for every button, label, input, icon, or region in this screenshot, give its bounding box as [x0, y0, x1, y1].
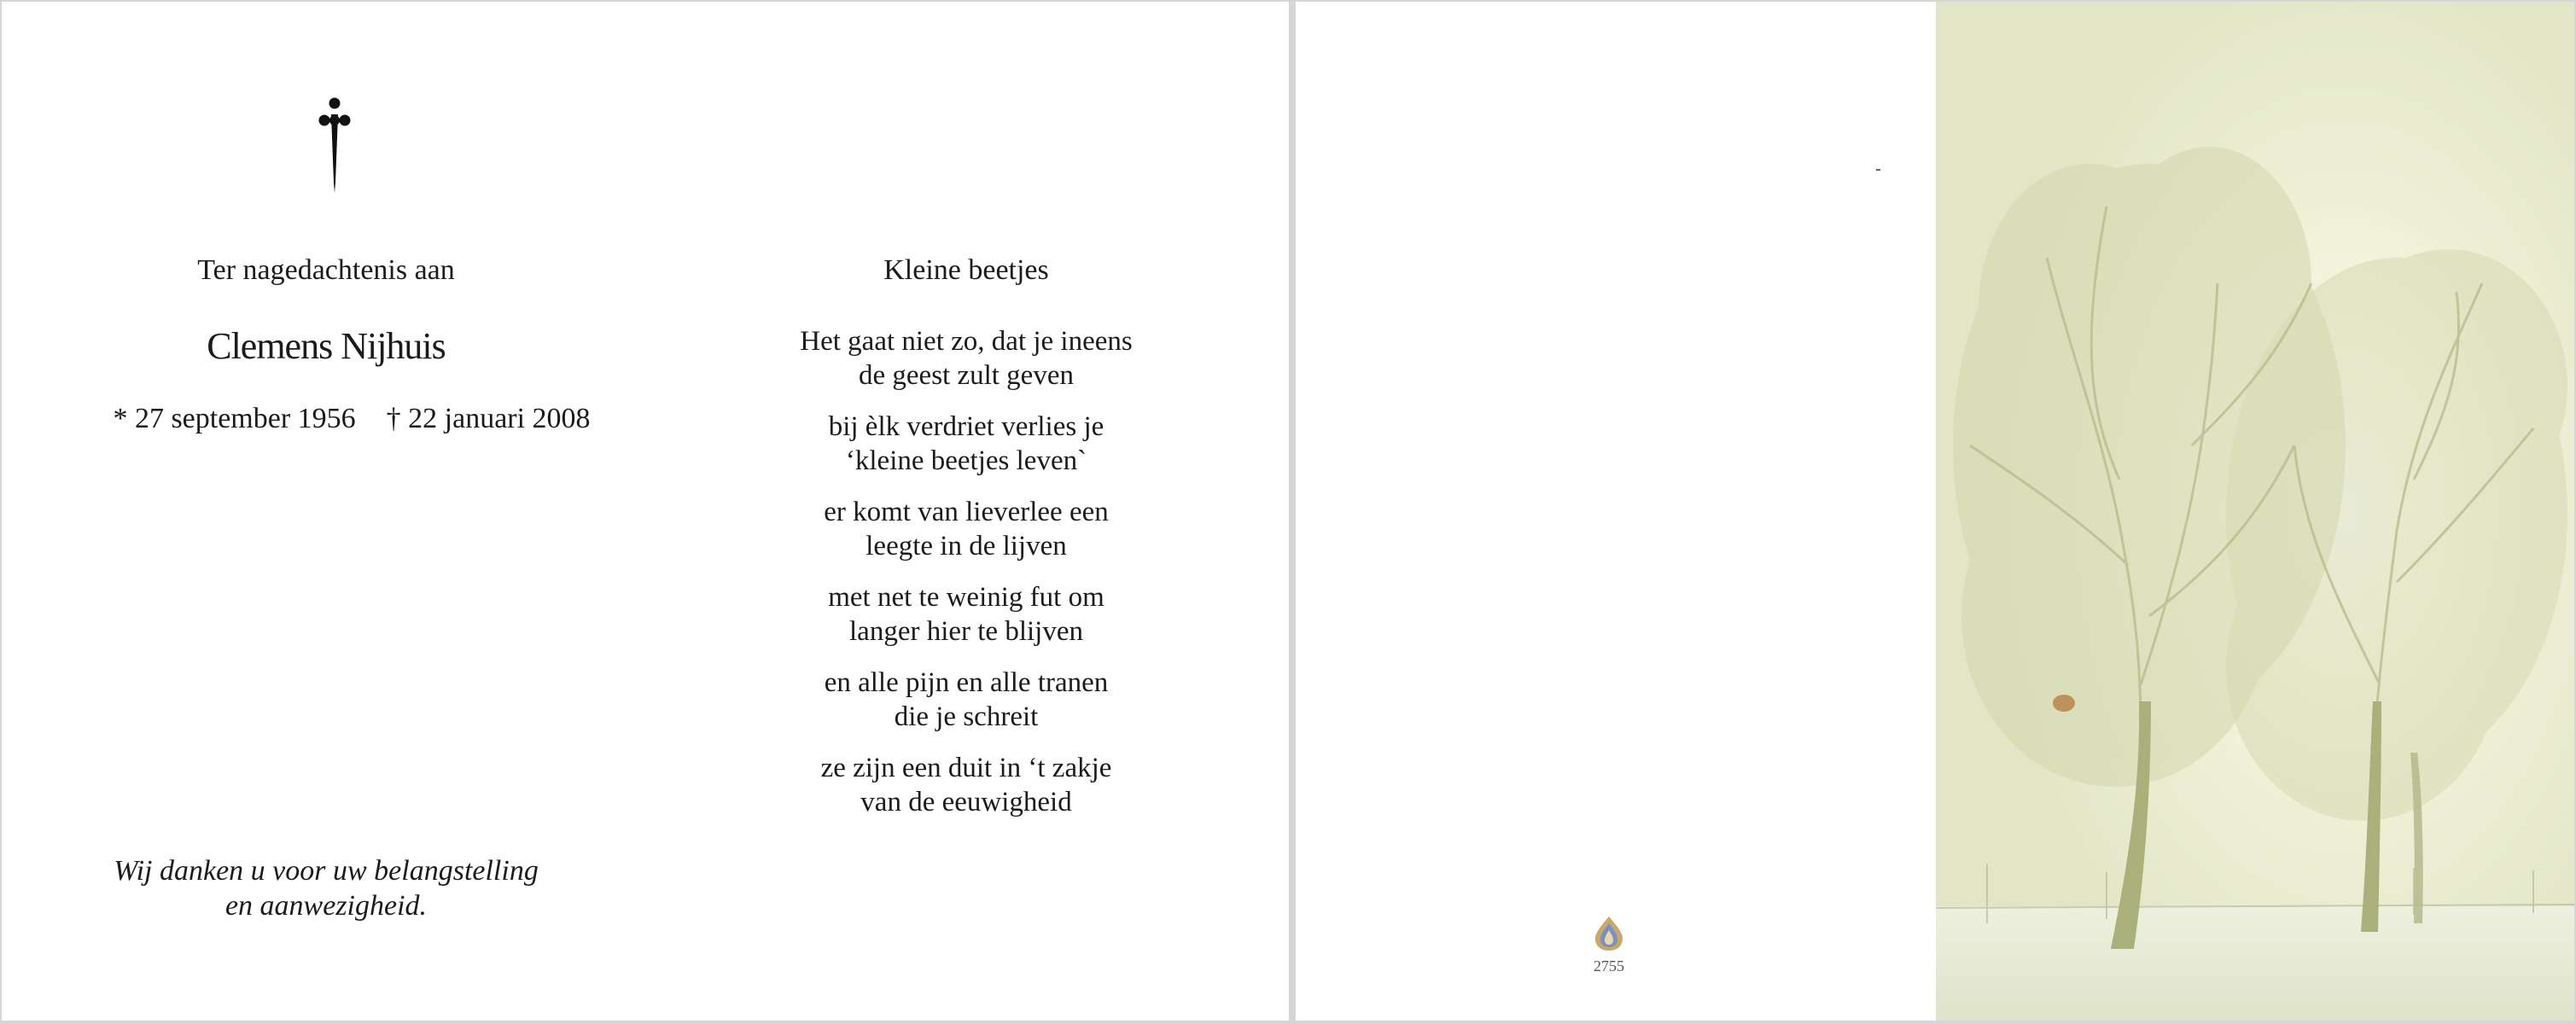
thanks-message: [87, 853, 565, 923]
birth-date: * 27 september 1956: [113, 403, 356, 434]
memorial-card-inner: [2, 2, 1289, 1021]
poem-stanza: [753, 751, 1180, 819]
death-date: † 22 januari 2008: [386, 403, 591, 434]
poem-line: bij èlk verdriet verlies je: [828, 411, 1104, 442]
poem-stanza: [753, 580, 1180, 649]
flame-emblem-icon: [1592, 915, 1626, 952]
poem-title: Kleine beetjes: [883, 254, 1049, 286]
poem-stanza: [753, 324, 1180, 393]
poem-line: leegte in de lijven: [865, 531, 1067, 561]
poem-line: van de eeuwigheid: [860, 787, 1072, 817]
poem-line: ze zijn een duit in ‘t zakje: [820, 753, 1112, 783]
poem-line: die je schreit: [894, 701, 1039, 732]
print-number: 2755: [1594, 957, 1624, 975]
poem-line: en alle pijn en alle tranen: [824, 667, 1109, 698]
poem-line: met net te weinig fut om: [828, 582, 1104, 613]
deceased-name: Clemens Nijhuis: [207, 325, 446, 367]
poem-stanza: [753, 410, 1180, 478]
paper-speck: [1876, 169, 1880, 171]
cross-icon: [309, 97, 360, 193]
memorial-card-outer: [1296, 2, 2574, 1021]
poem-body: [753, 324, 1180, 836]
poem-line: er komt van lieverlee een: [824, 497, 1109, 527]
memory-header: Ter nagedachtenis aan: [197, 254, 455, 286]
frosted-trees-photo: [1936, 2, 2574, 1021]
poem-stanza: [753, 495, 1180, 563]
poem-line: de geest zult geven: [859, 360, 1074, 391]
poem-line: ‘kleine beetjes leven`: [845, 445, 1087, 476]
poem-line: Het gaat niet zo, dat je ineens: [800, 326, 1133, 357]
thanks-line-1: Wij danken u voor uw belangstelling: [114, 855, 539, 887]
poem-stanza: [753, 666, 1180, 734]
life-dates: [53, 403, 650, 435]
poem-line: langer hier te blijven: [849, 616, 1083, 647]
thanks-line-2: en aanwezigheid.: [224, 890, 428, 922]
